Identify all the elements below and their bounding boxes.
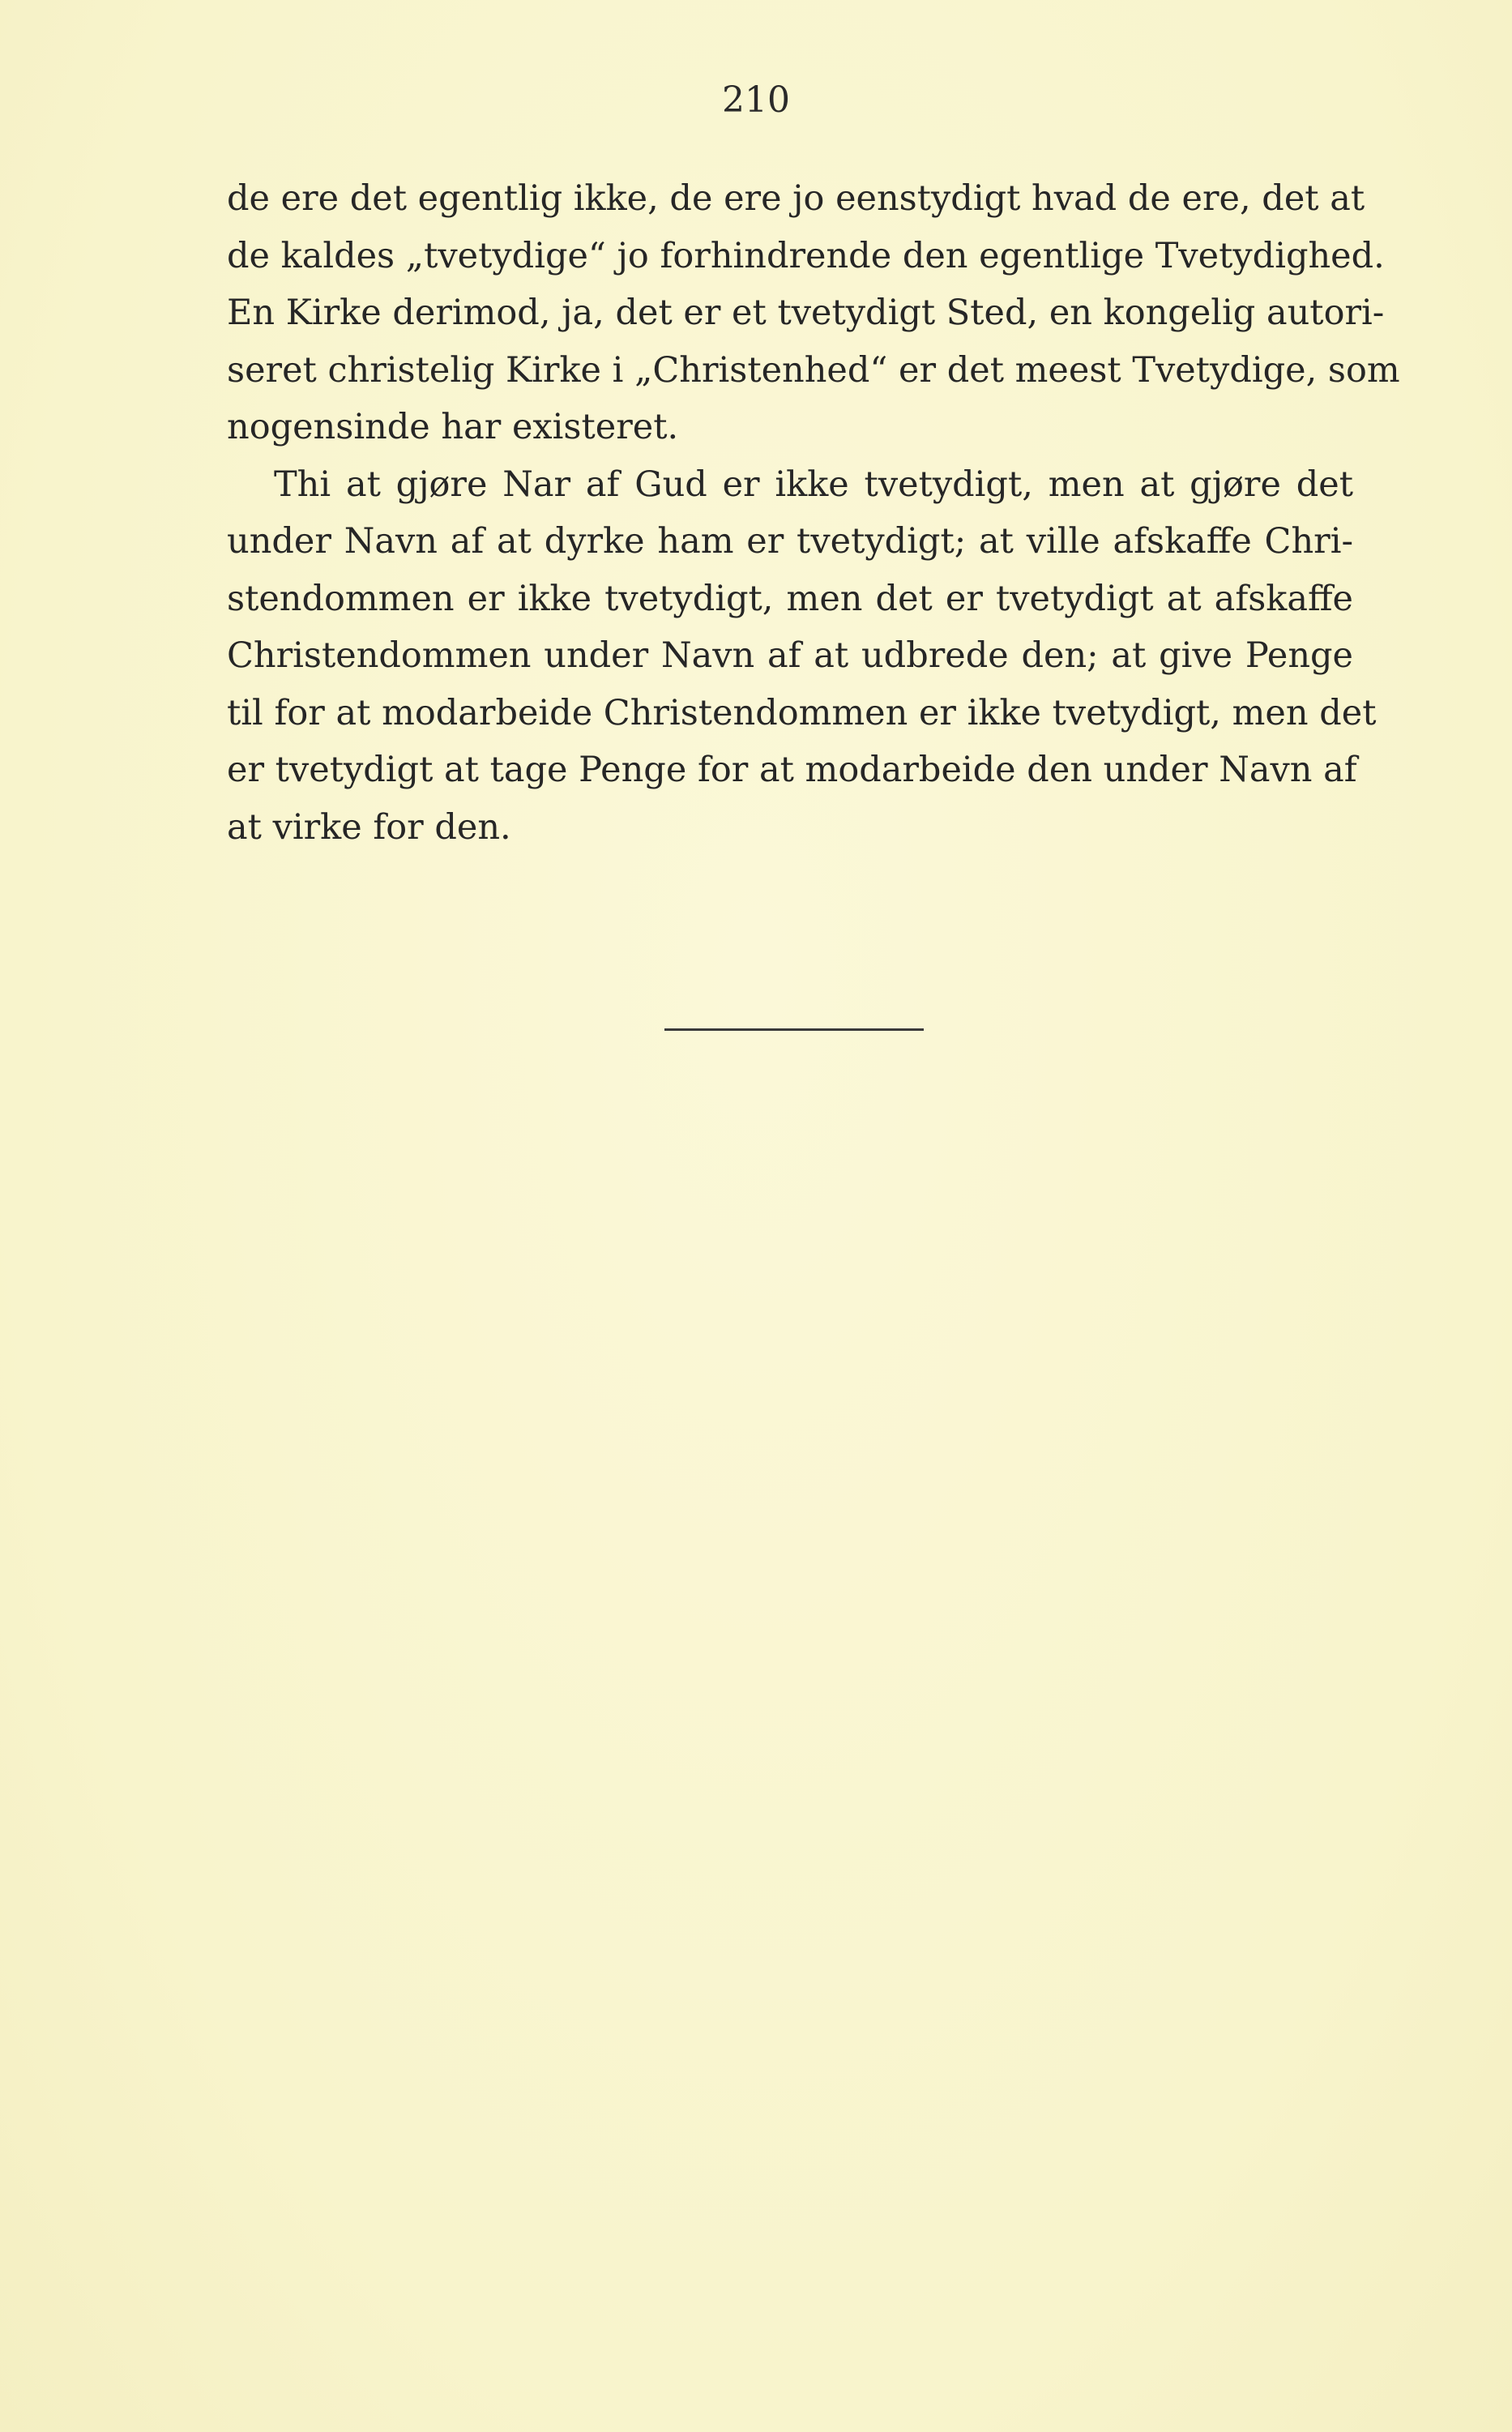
text-line: stendommen er ikke tvetydigt, men det er tvetydigt at afskaffe	[227, 578, 1353, 619]
text-line: Thi at gjøre Nar af Gud er ikke tvetydigt, men at gjøre det	[274, 464, 1353, 505]
text-line: de ere det egentlig ikke, de ere jo eenstydigt hvad de ere, det at	[227, 178, 1365, 219]
section-end-rule	[664, 1028, 924, 1031]
text-line: er tvetydigt at tage Penge for at modarbeide den under Navn af	[227, 750, 1357, 790]
text-line: de kaldes „tvetydige“ jo forhindrende den egentlige Tvetydighed.	[227, 235, 1385, 276]
page-number: 210	[722, 79, 790, 121]
text-line: En Kirke derimod, ja, det er et tvetydigt Sted, en kongelig autori-	[227, 293, 1385, 333]
text-line: seret christelig Kirke i „Christenhed“ er det meest Tvetydige, som	[227, 349, 1400, 391]
text-line: Christendommen under Navn af at udbrede den; at give Penge	[227, 635, 1353, 676]
text-line: at virke for den.	[227, 806, 511, 848]
body-text	[227, 170, 1400, 856]
text-line: nogensinde har existeret.	[227, 407, 679, 447]
text-line: til for at modarbeide Christendommen er ikke tvetydigt, men det	[227, 692, 1377, 733]
text-line: under Navn af at dyrke ham er tvetydigt; at ville afskaffe Chri-	[227, 521, 1353, 562]
